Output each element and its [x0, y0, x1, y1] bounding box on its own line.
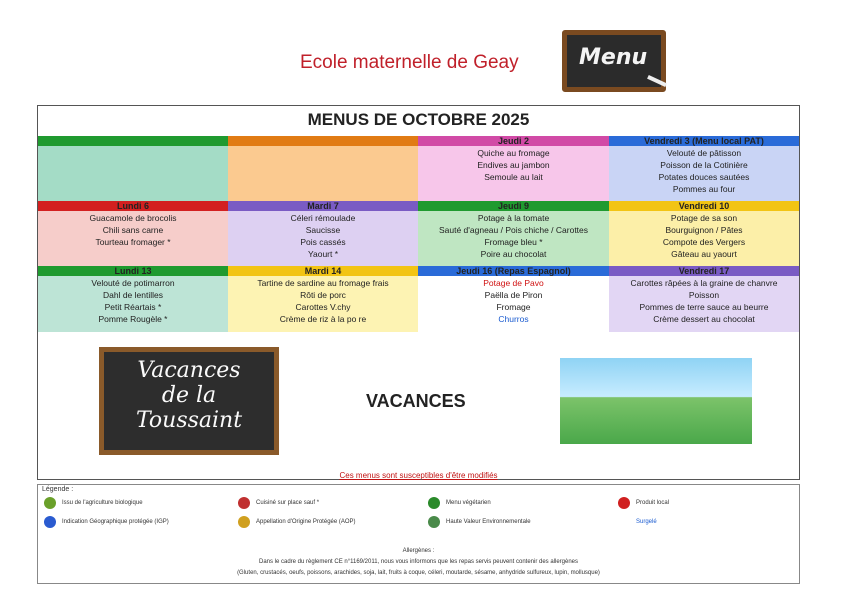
dish-line: Poisson de la Cotinière [660, 160, 748, 170]
legend-label: Haute Valeur Environnementale [446, 519, 531, 525]
menu-cell [38, 201, 228, 266]
dish-line: Gâteau au yaourt [671, 249, 737, 259]
dish-line: Potage de sa son [670, 213, 738, 223]
menu-chalkboard [562, 30, 666, 92]
igp-icon [44, 516, 56, 528]
allergens-line-1: Dans le cadre du règlement CE n°1169/2011, nous vous informons que les repas servis peuvent contenir des allergènes [258, 559, 579, 565]
dish-line: Petit Réartais * [104, 302, 162, 312]
allergens-title: Allergènes : [402, 548, 435, 554]
dish-line: Carottes V.chy [295, 302, 351, 312]
menu-cell [609, 136, 799, 201]
dish-line: Semoule au lait [484, 172, 543, 182]
day-header: Mardi 7 [228, 201, 418, 211]
menu-cell [228, 136, 418, 201]
vacation-line-1: Vacances [137, 358, 241, 383]
dish-line: Pomme Rougèle * [98, 314, 168, 324]
day-header: Lundi 6 [38, 201, 228, 211]
menu-cell [418, 266, 609, 332]
dish-line: Fromage [496, 302, 531, 312]
menu-cell [418, 201, 609, 266]
dish-line: Saucisse [305, 225, 341, 235]
dish-line: Rôti de porc [300, 290, 346, 300]
menu-cell [228, 201, 418, 266]
local-pin-icon [618, 497, 630, 509]
dish-line: Pois cassés [300, 237, 346, 247]
dish-line: Velouté de pâtisson [666, 148, 742, 158]
dish-line: Pommes de terre sauce au beurre [639, 302, 769, 312]
pot-icon [238, 497, 250, 509]
day-header: Vendredi 17 [609, 266, 799, 276]
dish-line: Paëlla de Piron [484, 290, 543, 300]
menu-cell [38, 136, 228, 201]
legend-label: Appellation d'Origine Protégée (AOP) [256, 519, 356, 525]
legend-label: Produit local [636, 500, 670, 506]
dish-line: Quiche au fromage [477, 148, 550, 158]
dish-line: Velouté de potimarron [91, 278, 175, 288]
day-header: Jeudi 16 (Repas Espagnol) [418, 266, 609, 276]
day-header [228, 136, 418, 146]
dish-line: Poisson [688, 290, 720, 300]
dish-line: Yaourt * [307, 249, 339, 259]
vacation-chalkboard [99, 347, 279, 455]
dish-line: Bourguignon / Pâtes [665, 225, 743, 235]
hve-icon [428, 516, 440, 528]
dish-line: Pommes au four [672, 184, 736, 194]
bio-icon [44, 497, 56, 509]
dish-line: Dahl de lentilles [102, 290, 163, 300]
dish-line: Poire au chocolat [480, 249, 547, 259]
playground-image [560, 358, 752, 444]
dish-line: Carottes râpées à la graine de chanvre [630, 278, 778, 288]
school-name: Ecole maternelle de Geay [300, 52, 519, 73]
dish-line: Céleri rémoulade [290, 213, 356, 223]
vacation-label: VACANCES [366, 391, 466, 411]
legend-box [37, 471, 800, 584]
veggie-icon [428, 497, 440, 509]
day-header: Vendredi 3 (Menu local PAT) [609, 136, 799, 146]
day-header: Mardi 14 [228, 266, 418, 276]
menu-cell [609, 266, 799, 332]
menu-title: MENUS DE OCTOBRE 2025 [307, 110, 530, 129]
day-header: Jeudi 2 [418, 136, 609, 146]
day-header: Jeudi 9 [418, 201, 609, 211]
dish-line: Crème de riz à la po re [279, 314, 367, 324]
menu-cell [228, 266, 418, 332]
notice-text: Ces menus sont susceptibles d'être modifiés [339, 471, 498, 480]
legend-label: Indication Géographique protégée (IGP) [62, 519, 169, 525]
dish-line: Fromage bleu * [484, 237, 543, 247]
dish-line: Potage à la tomate [477, 213, 550, 223]
legend-label: Surgelé [636, 519, 657, 525]
dish-line: Chili sans carne [102, 225, 164, 235]
legend-label: Menu végétarien [446, 500, 491, 506]
menu-board-label: Menu [579, 45, 648, 70]
day-header: Vendredi 10 [609, 201, 799, 211]
dish-line: Tartine de sardine au fromage frais [257, 278, 389, 288]
chalk-icon [647, 75, 667, 87]
legend-label: Cuisiné sur place sauf * [256, 500, 320, 506]
dish-line: Compote des Vergers [662, 237, 746, 247]
day-header: Lundi 13 [38, 266, 228, 276]
dish-line: Guacamole de brocolis [89, 213, 177, 223]
menu-cell [38, 266, 228, 332]
legend-title: Légende : [42, 486, 74, 493]
dish-line: Churros [498, 314, 529, 324]
dish-line: Endives au jambon [477, 160, 550, 170]
dish-line: Potates douces sautées [658, 172, 750, 182]
menu-cell [418, 136, 609, 201]
vacation-line-2: de la [161, 383, 217, 408]
dish-line: Tourteau fromager * [95, 237, 171, 247]
menu-cell [609, 201, 799, 266]
legend-label: Issu de l'agriculture biologique [62, 500, 143, 506]
dish-line: Crème dessert au chocolat [653, 314, 755, 324]
allergens-line-2: (Gluten, crustacés, oeufs, poissons, arachides, soja, lait, fruits à coque, céleri, moutarde, sésame, anhydride sulfureux, lupin, mollusque) [237, 570, 600, 576]
aop-icon [238, 516, 250, 528]
day-header [38, 136, 228, 146]
vacation-line-3: Toussaint [135, 408, 243, 433]
dish-line: Potage de Pavo [483, 278, 544, 288]
dish-line: Sauté d'agneau / Pois chiche / Carottes [438, 225, 589, 235]
